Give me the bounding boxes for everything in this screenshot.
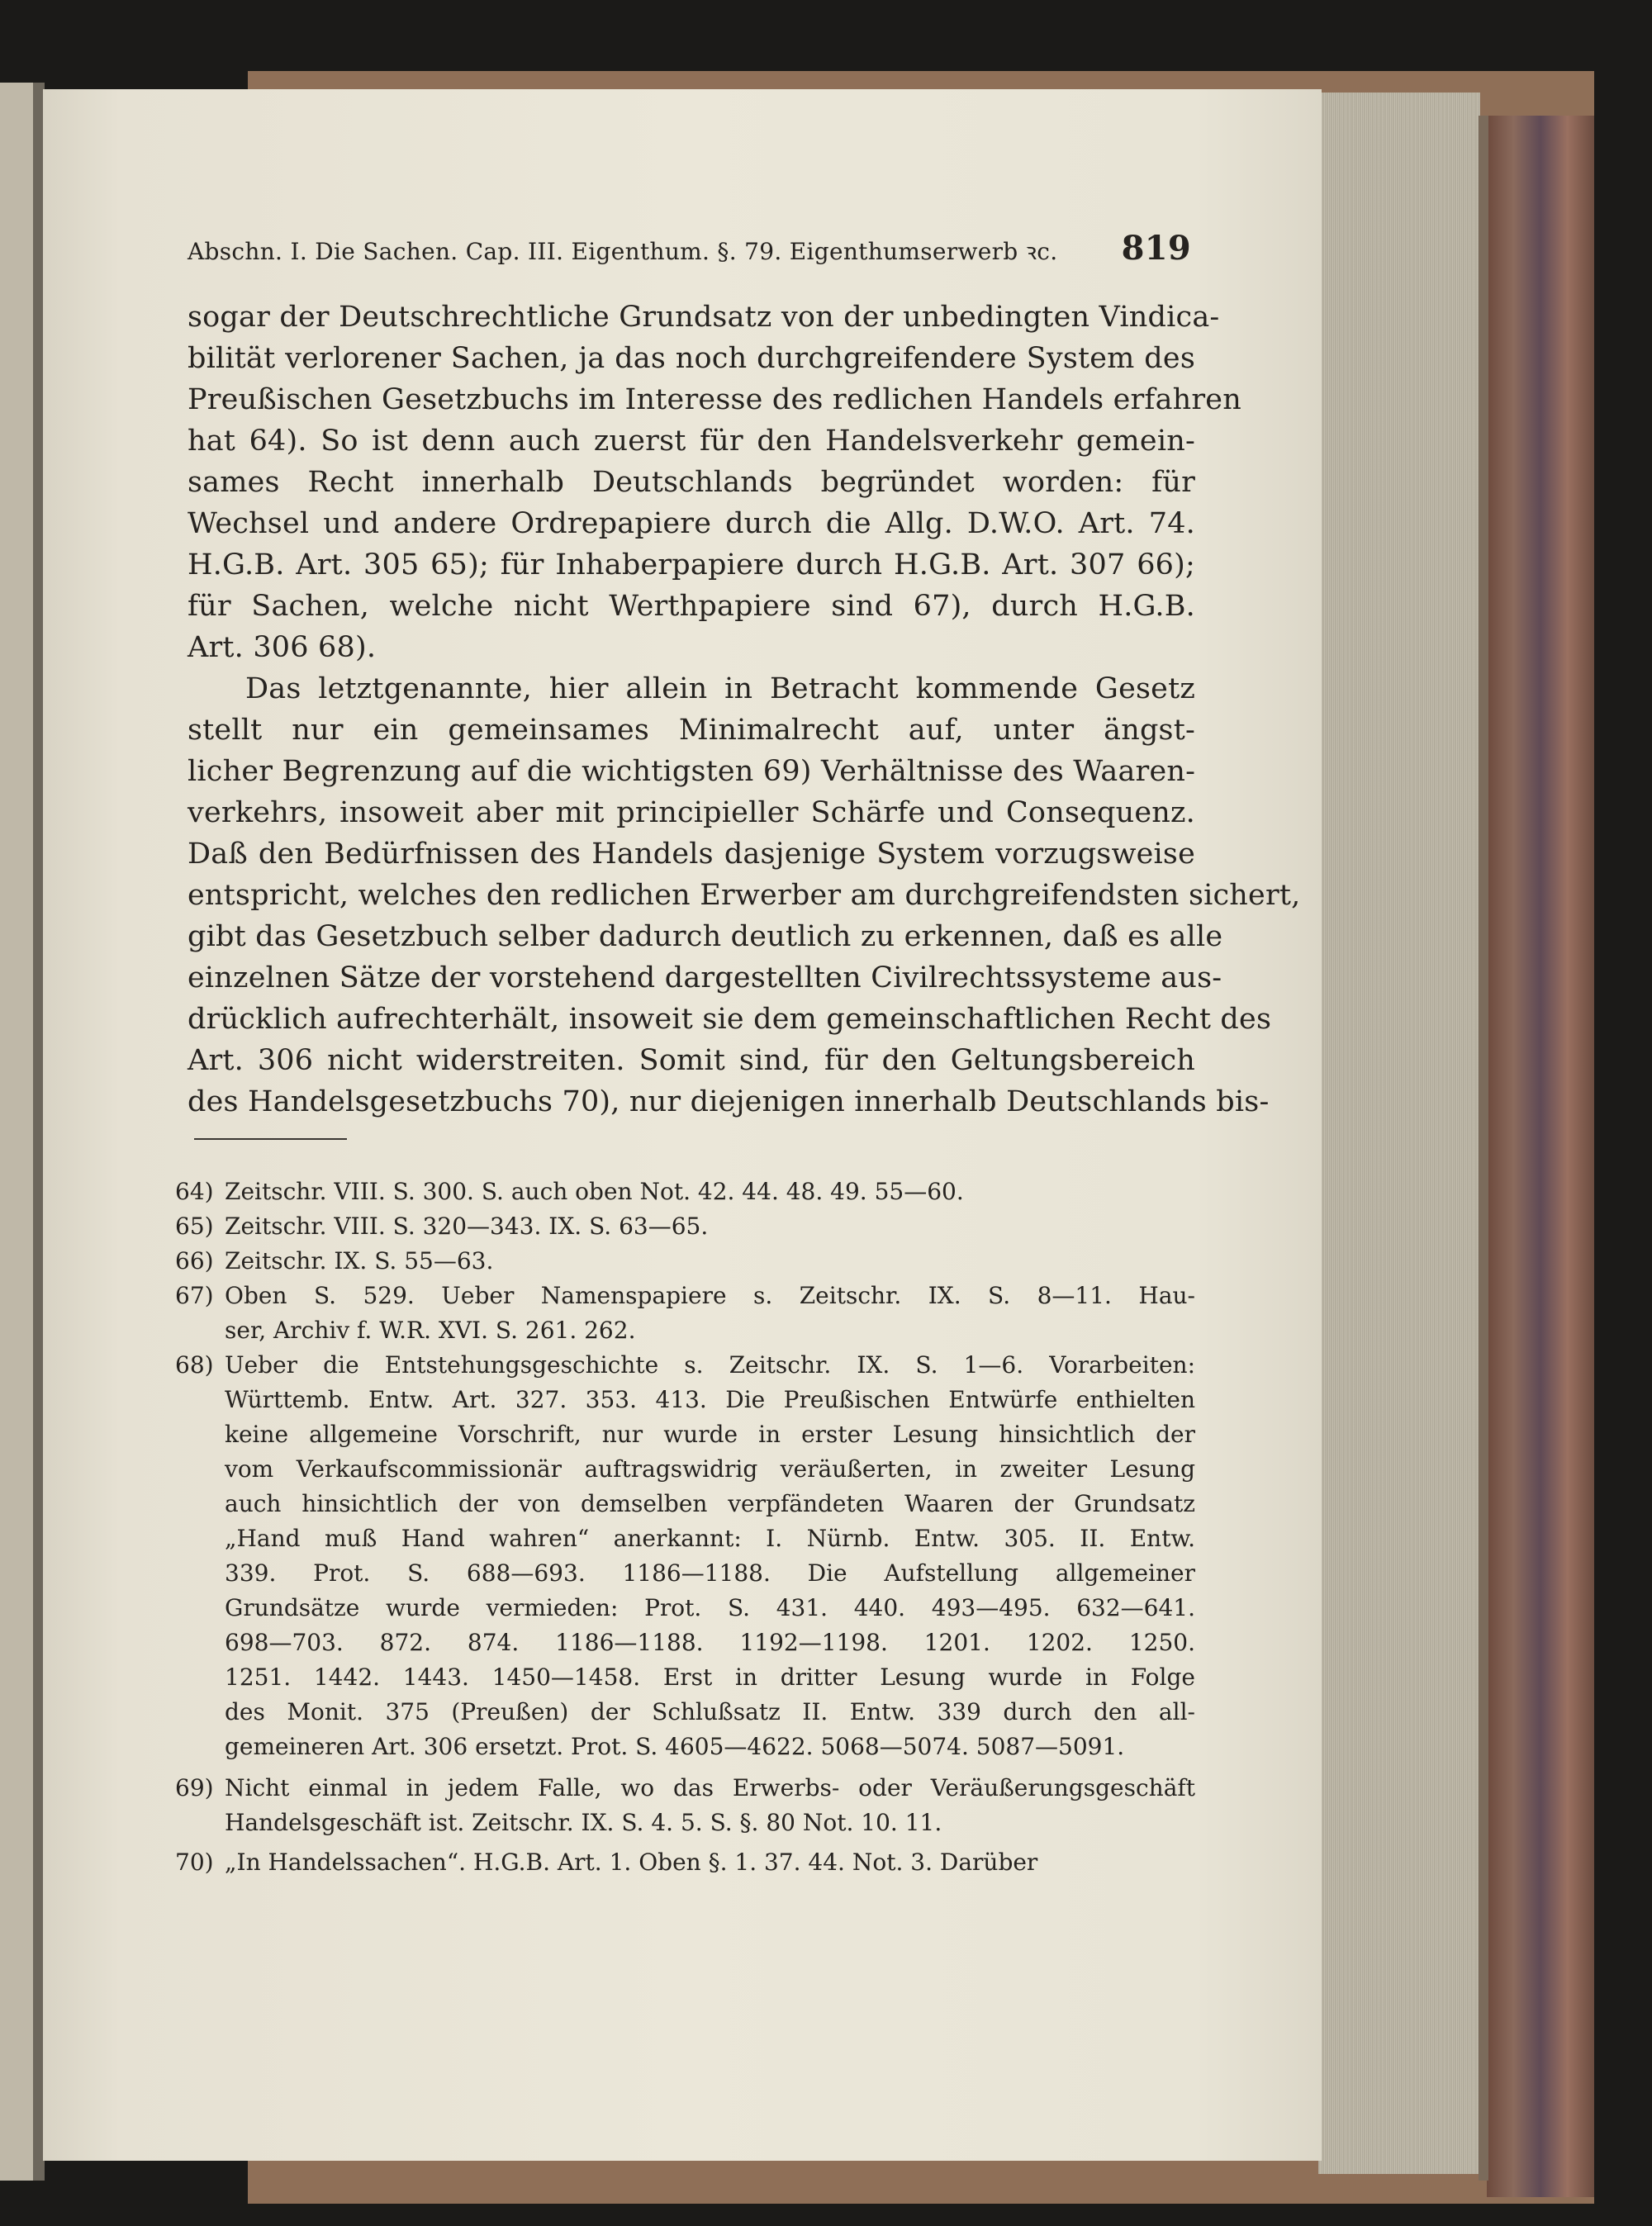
body-line: Daß den Bedürfnissen des Handels dasjenige System vorzugsweise	[188, 838, 1195, 871]
footnote-line	[175, 1247, 1195, 1274]
running-header	[188, 229, 1191, 268]
body-line: stellt nur ein gemeinsames Minimalrecht auf, unter ängst-	[188, 714, 1195, 747]
body-line: Art. 306 nicht widerstreiten. Somit sind, für den Geltungsbereich	[188, 1044, 1195, 1077]
page-block-edges	[1318, 93, 1480, 2174]
footnote-line: Württemb. Entw. Art. 327. 353. 413. Die Preußischen Entwürfe enthielten	[225, 1386, 1195, 1413]
footnote-number: 65)	[175, 1213, 214, 1240]
body-line: des Handelsgesetzbuchs 70), nur diejenigen innerhalb Deutschlands bis-	[188, 1085, 1270, 1118]
footnote-text: Oben S. 529. Ueber Namenspapiere s. Zeitschr. IX. S. 8—11. Hau-	[225, 1282, 1195, 1309]
body-line: Das letztgenannte, hier allein in Betracht kommende Gesetz	[245, 672, 1195, 705]
footnote-text: Zeitschr. VIII. S. 300. S. auch oben Not. 42. 44. 48. 49. 55—60.	[225, 1178, 964, 1205]
footnote-number: 64)	[175, 1178, 214, 1205]
footnote-text: Ueber die Entstehungsgeschichte s. Zeitschr. IX. S. 1—6. Vorarbeiten:	[225, 1351, 1195, 1379]
footnote-line: auch hinsichtlich der von demselben verpfändeten Waaren der Grundsatz	[225, 1490, 1195, 1517]
footnote-line	[175, 1213, 1195, 1240]
page-text	[43, 89, 1322, 2161]
body-line: entspricht, welches den redlichen Erwerber am durchgreifendsten sichert,	[188, 879, 1301, 912]
footnote-separator	[194, 1138, 347, 1140]
body-line: für Sachen, welche nicht Werthpapiere sind 67), durch H.G.B.	[188, 590, 1195, 623]
footnote-line: Grundsätze wurde vermieden: Prot. S. 431. 440. 493—495. 632—641.	[225, 1594, 1195, 1621]
footnote-line	[175, 1282, 1195, 1309]
footnote-line: 1251. 1442. 1443. 1450—1458. Erst in dritter Lesung wurde in Folge	[225, 1664, 1195, 1691]
footnote-line: 698—703. 872. 874. 1186—1188. 1192—1198. 1201. 1202. 1250.	[225, 1629, 1195, 1656]
footnote-line	[175, 1351, 1195, 1379]
footnote-text: „In Handelssachen“. H.G.B. Art. 1. Oben §. 1. 37. 44. Not. 3. Darüber	[225, 1849, 1038, 1876]
body-line: verkehrs, insoweit aber mit principieller Schärfe und Consequenz.	[188, 796, 1195, 829]
footnote-text: Zeitschr. IX. S. 55—63.	[225, 1247, 494, 1274]
footnote-line: Handelsgeschäft ist. Zeitschr. IX. S. 4. 5. S. §. 80 Not. 10. 11.	[225, 1809, 942, 1836]
body-line: sames Recht innerhalb Deutschlands begründet worden: für	[188, 466, 1195, 499]
body-line: H.G.B. Art. 305 65); für Inhaberpapiere durch H.G.B. Art. 307 66);	[188, 548, 1195, 581]
footnote-text: Nicht einmal in jedem Falle, wo das Erwerbs- oder Veräußerungsgeschäft	[225, 1774, 1195, 1801]
footnote-line: keine allgemeine Vorschrift, nur wurde in erster Lesung hinsichtlich der	[225, 1421, 1195, 1448]
page-number: 819	[1121, 229, 1191, 268]
body-line: einzelnen Sätze der vorstehend dargestellten Civilrechtssysteme aus-	[188, 961, 1222, 994]
footnote-line: gemeineren Art. 306 ersetzt. Prot. S. 4605—4622. 5068—5074. 5087—5091.	[225, 1733, 1125, 1760]
running-head-text: Abschn. I. Die Sachen. Cap. III. Eigenthum. §. 79. Eigenthumserwerb ꝛc.	[188, 238, 1058, 265]
footnote-line: des Monit. 375 (Preußen) der Schlußsatz II. Entw. 339 durch den all-	[225, 1698, 1195, 1725]
footnote-line: ser, Archiv f. W.R. XVI. S. 261. 262.	[225, 1317, 636, 1344]
body-line: drücklich aufrechterhält, insoweit sie dem gemeinschaftlichen Recht des	[188, 1003, 1272, 1036]
footnote-line	[175, 1774, 1195, 1801]
footnote-number: 70)	[175, 1849, 214, 1876]
footnote-number: 69)	[175, 1774, 214, 1801]
body-line: sogar der Deutschrechtliche Grundsatz von der unbedingten Vindica-	[188, 301, 1220, 334]
body-line: Preußischen Gesetzbuchs im Interesse des redlichen Handels erfahren	[188, 383, 1241, 416]
body-line: gibt das Gesetzbuch selber dadurch deutlich zu erkennen, daß es alle	[188, 920, 1223, 953]
body-line: licher Begrenzung auf die wichtigsten 69) Verhältnisse des Waaren-	[188, 755, 1196, 788]
body-line: Wechsel und andere Ordrepapiere durch die Allg. D.W.O. Art. 74.	[188, 507, 1195, 540]
footnote-text: Zeitschr. VIII. S. 320—343. IX. S. 63—65.	[225, 1213, 709, 1240]
footnote-line	[175, 1849, 1195, 1876]
body-line: hat 64). So ist denn auch zuerst für den Handelsverkehr gemein-	[188, 425, 1195, 458]
footnote-line: 339. Prot. S. 688—693. 1186—1188. Die Aufstellung allgemeiner	[225, 1559, 1195, 1587]
footnote-number: 67)	[175, 1282, 214, 1309]
footnote-line: „Hand muß Hand wahren“ anerkannt: I. Nürnb. Entw. 305. II. Entw.	[225, 1525, 1195, 1552]
footnote-number: 66)	[175, 1247, 214, 1274]
footnote-line: vom Verkaufscommissionär auftragswidrig veräußerten, in zweiter Lesung	[225, 1455, 1195, 1483]
footnote-line	[175, 1178, 1195, 1205]
body-line: Art. 306 68).	[188, 631, 377, 664]
body-line: bilität verlorener Sachen, ja das noch durchgreifendere System des	[188, 342, 1195, 375]
footnote-number: 68)	[175, 1351, 214, 1379]
